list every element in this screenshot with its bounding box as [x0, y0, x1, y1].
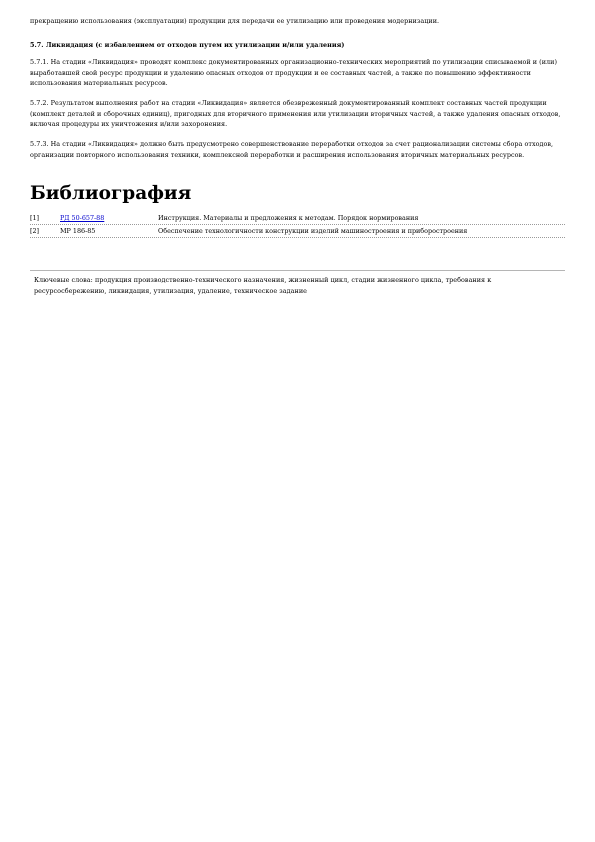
paragraph-intro-tail: прекращению использования (эксплуатации) продукции для передачи ее утилизацию или проведения модернизации. [30, 17, 440, 25]
dotted-divider [30, 237, 565, 238]
paragraph-5-7-1: 5.7.1. На стадии «Ликвидация» проводят комплекс документированных организационно-технических мероприятий по утилизации списываемой и (или) выработавшей свой ресурс продукции и удалению опасных отходов от продукции и ее составных частей, а также по повышению эффективности использования материальных ресурсов. [30, 58, 557, 87]
bibliography-number: [2] [30, 227, 40, 235]
paragraph-5-7-2: 5.7.2. Результатом выполнения работ на стадии «Ликвидация» является обезвреженный документированный комплект составных частей продукции (комплект деталей и сборочных единиц), пригодных для вторичного применения или утилизации вторичных частей, а также удаления опасных отходов, включая процедуры их уничтожения и/или захоронения. [30, 99, 561, 128]
bibliography-code: МР 186-85 [60, 227, 96, 235]
bibliography-title: Обеспечение технологичности конструкции изделий машиностроения и приборостроения [158, 227, 468, 235]
bibliography-list [30, 212, 565, 238]
bibliography-code-link[interactable] [60, 214, 104, 222]
bibliography-entry-1 [30, 212, 565, 225]
keywords-text: Ключевые слова: продукция производственно-технического назначения, жизненный цикл, стадии жизненного цикла, требования к ресурсосбережению, ликвидация, утилизация, удаление, техническое задание [34, 276, 492, 295]
bibliography-entry-2 [30, 225, 565, 238]
keywords-block [30, 270, 565, 296]
paragraph-5-7-3: 5.7.3. На стадии «Ликвидация» должно быть предусмотрено совершенствование переработки отходов за счет рационализации системы сбора отходов, организации повторного использования техники, комплексной переработки и расширения использования вторичных материальных ресурсов. [30, 140, 554, 159]
bibliography-number: [1] [30, 214, 40, 222]
bibliography-title: Инструкция. Материалы и предложения к методам. Порядок нормирования [158, 214, 419, 222]
bibliography-link[interactable]: РД 50-657-88 [60, 214, 105, 222]
section-heading-5-7: 5.7. Ликвидация (с избавлением от отходов путем их утилизации и/или удаления) [30, 41, 345, 49]
bibliography-heading: Библиография [30, 183, 192, 204]
